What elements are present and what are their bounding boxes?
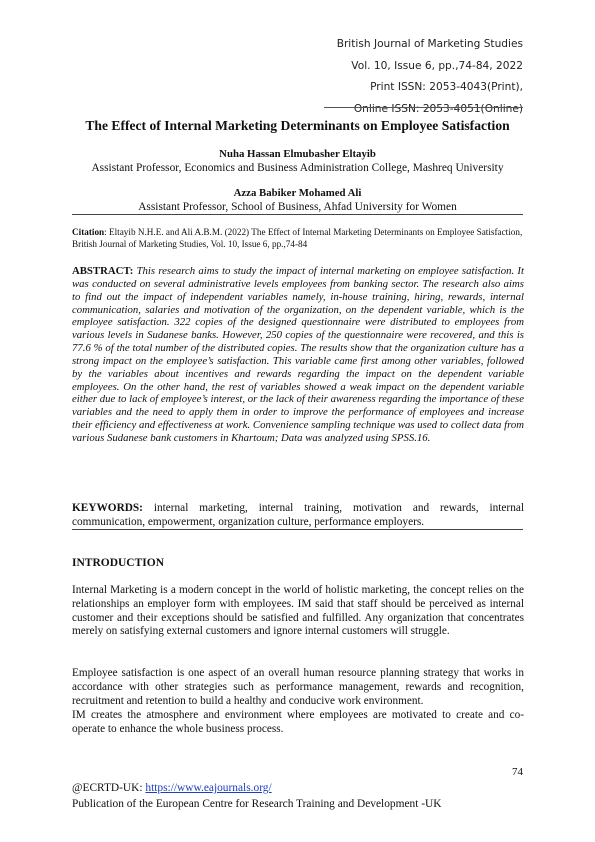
publisher-line: Publication of the European Centre for Research Training and Development -UK [72, 798, 442, 810]
author-block-1 [40, 147, 555, 175]
paper-title: The Effect of Internal Marketing Determinants on Employee Satisfaction [85, 118, 510, 133]
header-rule [324, 107, 523, 108]
print-issn: Print ISSN: 2053-4043(Print), [370, 81, 523, 94]
online-issn: Online ISSN: 2053-4051(Online) [353, 102, 523, 115]
paragraph: Employee satisfaction is one aspect of an overall human resource planning strategy that works in accordance with other strategies such as performance management, rewards and recognition, recruitment and retention to build a healthy and conducive work environment. [72, 667, 524, 707]
author-block-2 [40, 186, 555, 214]
author-affiliation: Assistant Professor, Economics and Business Administration College, Mashreq University [91, 162, 504, 174]
journal-link[interactable]: https://www.eajournals.org/ [145, 782, 272, 794]
author-affiliation: Assistant Professor, School of Business, Ahfad University for Women [138, 201, 457, 213]
abstract-label: ABSTRACT: [72, 265, 134, 277]
paragraph: Internal Marketing is a modern concept in the world of holistic marketing, the concept relies on the relationships an employer form with employees. IM said that staff should be perceived as internal customer and their exceptions should be satisfied and fulfilled. Any organization that concentrates merely on satisfying external customers and ignore internal customers will struggle. [72, 584, 524, 638]
citation-label: Citation [72, 227, 105, 237]
footer-prefix: @ECRTD-UK: [72, 782, 146, 794]
section-heading: INTRODUCTION [72, 557, 165, 569]
author-name: Azza Babiker Mohamed Ali [233, 187, 362, 199]
citation-text: : Eltayib N.H.E. and Ali A.B.M. (2022) The Effect of Internal Marketing Determinants on Employee Satisfaction, British Journal of Marketing Studies, Vol. 10, Issue 6, pp.,74-84 [72, 227, 523, 249]
paragraph: IM creates the atmosphere and environment where employees are motivated to create and co-operate to enhance the whole business process. [72, 709, 524, 735]
divider [72, 529, 523, 530]
abstract-text: This research aims to study the impact of internal marketing on employee satisfaction. It was conducted on several administrative levels employees from banking sector. The research also aims to find out the impact of independent variables namely, in-house training, hiring, rewards, internal communication, salaries and motivation of the organization, on the dependent variable, which is the employee satisfaction. 322 copies of the designed questionnaire were distributed to employees from various levels in Sudanese banks. However, 250 copies of the questionnaire were recovered, and this is 77.6 % of the total number of the distributed copies. The results show that the organization culture has a strong impact on the employee’s satisfaction. This variable came first among other variables, followed by the variables about incentives and rewards regarding the impact on the dependent variable employees. On the other hand, the rest of variables showed a weak impact on the dependent variable either due to lack of employee’s interest, or the lack of their awareness regarding the importance of these variables and the need to apply them in order to improve the performance of employees and increase their efficiency and effectiveness at work. Convenience sampling technique was used to collect data from various Sudanese bank customers in Khartoum; Data was analyzed using SPSS.16. [72, 265, 524, 444]
footer [72, 780, 555, 812]
keywords-text: internal marketing, internal training, motivation and rewards, internal communication, empowerment, organization culture, performance employers. [72, 502, 524, 528]
citation [72, 227, 523, 250]
page-number: 74 [512, 766, 523, 778]
keywords-label: KEYWORDS: [72, 502, 143, 514]
author-name: Nuha Hassan Elmubasher Eltayib [219, 148, 376, 160]
abstract [72, 265, 524, 445]
keywords [72, 501, 524, 529]
journal-name: British Journal of Marketing Studies [336, 38, 523, 50]
volume-info: Vol. 10, Issue 6, pp.,74-84, 2022 [351, 59, 523, 72]
divider [72, 214, 523, 215]
